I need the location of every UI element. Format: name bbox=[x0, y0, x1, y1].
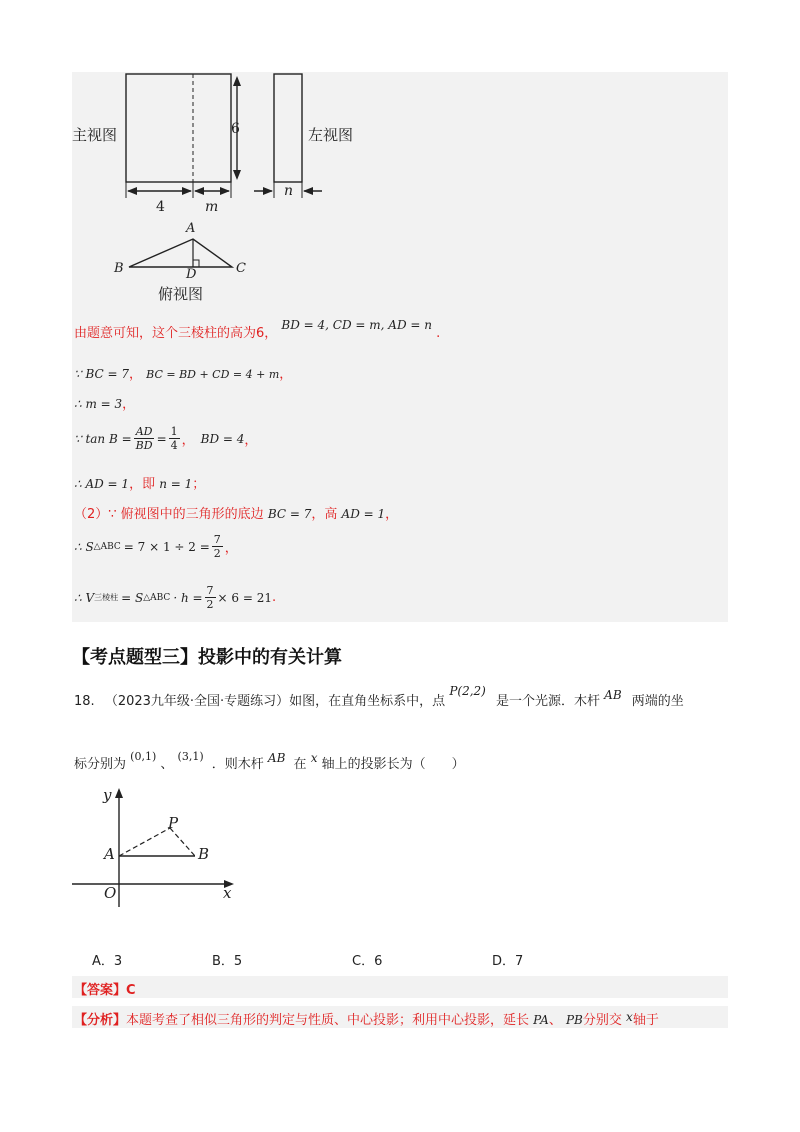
point-b-label: B bbox=[114, 261, 124, 276]
left-view-rect bbox=[274, 74, 302, 182]
analysis-line: 【分析】本题考查了相似三角形的判定与性质、中心投影；利用中心投影，延长 PA、 PB分别交 x轴于 bbox=[74, 1010, 659, 1028]
question-line-1: 18. （2023九年级·全国·专题练习）如图，在直角坐标系中，点 P(2,2) 是一个光源．木杆 AB 两端的坐 bbox=[74, 684, 684, 709]
graph-label-b: B bbox=[198, 845, 210, 863]
section-heading: 【考点题型三】投影中的有关计算 bbox=[72, 647, 342, 668]
front-view-rect bbox=[126, 74, 231, 182]
three-views-diagram bbox=[72, 72, 412, 312]
height-dim-label: 6 bbox=[231, 121, 240, 137]
segment-pa bbox=[119, 828, 170, 856]
option-d[interactable]: D．7 bbox=[492, 954, 524, 969]
solution-line-6: （2）∵ 俯视图中的三角形的底边 BC = 7，高 AD = 1， bbox=[74, 507, 399, 522]
option-a[interactable]: A．3 bbox=[92, 954, 123, 969]
solution-line-4: ∵ tan B = $\frac{AD}{BD}$ = $\frac{1}{4}$ ， BD = 4 ， bbox=[74, 425, 258, 452]
solution-line-5: ∴ AD = 1，即 n = 1； bbox=[74, 477, 206, 492]
graph-label-o: O bbox=[104, 884, 117, 902]
answer-line: 【答案】C bbox=[74, 983, 136, 998]
front-view-label: 主视图 bbox=[72, 126, 118, 144]
top-view-triangle bbox=[129, 239, 232, 267]
dim-4-label: 4 bbox=[156, 199, 165, 215]
dim-m-label: m bbox=[205, 199, 219, 215]
top-view-label: 俯视图 bbox=[158, 285, 204, 303]
graph-label-y: y bbox=[103, 786, 112, 804]
dim-n-label: n bbox=[284, 183, 294, 199]
solution-line-1: 由题意可知，这个三棱柱的高为6， BD = 4, CD = m, AD = n . bbox=[74, 318, 441, 341]
solution-line-3: ∴ m = 3， bbox=[74, 397, 136, 412]
area-fraction: $\frac{7}{2}$ bbox=[213, 533, 221, 560]
quarter-fraction: $\frac{1}{4}$ bbox=[170, 425, 178, 452]
graph-label-a: A bbox=[104, 845, 115, 863]
solution-line-8: ∴ V 三棱柱 = S △ABC · h = $\frac{7}{2}$ × 6 = 21 . bbox=[74, 584, 277, 611]
volume-fraction: $\frac{7}{2}$ bbox=[206, 584, 214, 611]
point-a-label: A bbox=[186, 221, 196, 236]
graph-label-x: x bbox=[223, 884, 232, 902]
graph-label-p: P bbox=[168, 814, 179, 832]
option-b[interactable]: B．5 bbox=[212, 954, 243, 969]
left-view-label: 左视图 bbox=[308, 126, 354, 144]
option-c[interactable]: C．6 bbox=[352, 954, 383, 969]
point-c-label: C bbox=[236, 261, 246, 276]
segment-pb bbox=[170, 828, 195, 856]
solution-line-2: ∵ BC = 7， BC = BD + CD = 4 + m， bbox=[74, 367, 293, 382]
tan-fraction: $\frac{AD}{BD}$ bbox=[135, 425, 153, 452]
question-line-2: 标分别为 $^{(0,1)}$ 、 $^{(3,1)}$ ．则木杆 AB 在 x 轴上的投影长为（ ） bbox=[74, 750, 465, 772]
solution-line-7: ∴ S △ABC = 7 × 1 ÷ 2 = $\frac{7}{2}$ ， bbox=[74, 533, 238, 560]
point-d-label: D bbox=[186, 267, 197, 282]
answer-bar bbox=[72, 976, 728, 998]
